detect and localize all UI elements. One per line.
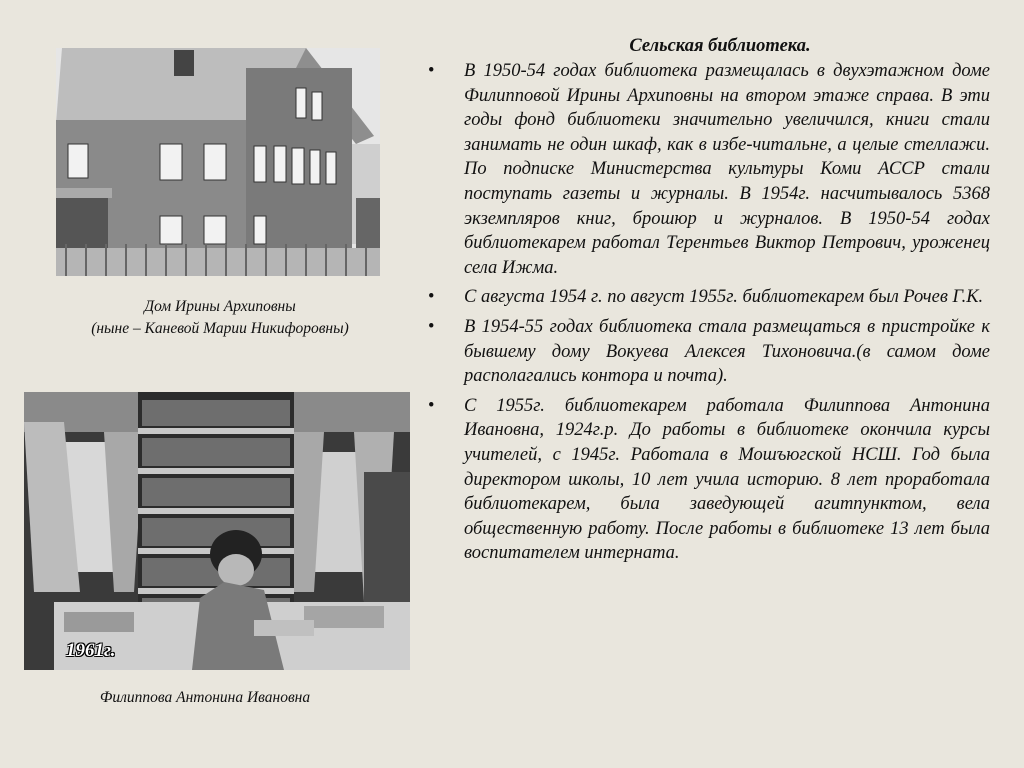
bullet-icon: •: [428, 316, 435, 337]
paragraph-text: С августа 1954 г. по август 1955г. библиотекарем был Рочев Г.К.: [464, 287, 984, 308]
list-item: [426, 59, 990, 280]
bullet-icon: •: [428, 395, 435, 416]
house-photo: [56, 48, 380, 276]
house-caption-line-1: Дом Ирины Архиповны: [144, 298, 296, 315]
bullet-icon: •: [428, 287, 435, 308]
photo-year-stamp: 1961г.: [66, 640, 116, 661]
paragraph-text: В 1954-55 годах библиотека стала размещаться в пристройке к бывшему дому Вокуева Алексея Тихоновича.(в самом доме располагались контора и почта).: [464, 316, 990, 387]
bullet-icon: •: [428, 61, 435, 81]
bullet-list: [426, 59, 990, 566]
list-item: [426, 285, 990, 310]
librarian-photo-caption: Филиппова Антонина Ивановна: [99, 689, 311, 706]
house-caption-line-2: (ныне – Каневой Марии Никифоровны): [91, 320, 349, 337]
slide-heading: Сельская библиотека.: [629, 36, 811, 56]
text-column: [426, 36, 990, 571]
list-item: [426, 394, 990, 566]
list-item: [426, 315, 990, 389]
paragraph-text: С 1955г. библиотекарем работала Филиппова Антонина Ивановна, 1924г.р. До работы в библиотеке окончила курсы учителей, с 1945г. Работала в Мошъюгской НСШ. Год была директором школы, 10 лет учила историю. 8 лет проработала библиотекарем, была заведующей агитпунктом, вела общественную работу. После работы в библиотеке 13 лет была воспитателем интерната.: [464, 395, 990, 564]
house-photo-caption: [30, 296, 410, 340]
paragraph-text: В 1950-54 годах библиотека размещалась в двухэтажном доме Филипповой Ирины Архиповны на втором этаже справа. В эти годы фонд библиотеки значительно увеличился, книги стали занимать не один шкаф, как в избе-читальне, а целые стеллажи. По подписке Министерства культуры Коми АССР стали поступать газеты и журналы. В 1954г. насчитывалось 5368 экземпляров книг, брошюр и журналов. В 1950-54 годах библиотекарем работал Терентьев Виктор Петрович, уроженец села Ижма.: [464, 61, 990, 278]
librarian-photo: [24, 392, 410, 670]
